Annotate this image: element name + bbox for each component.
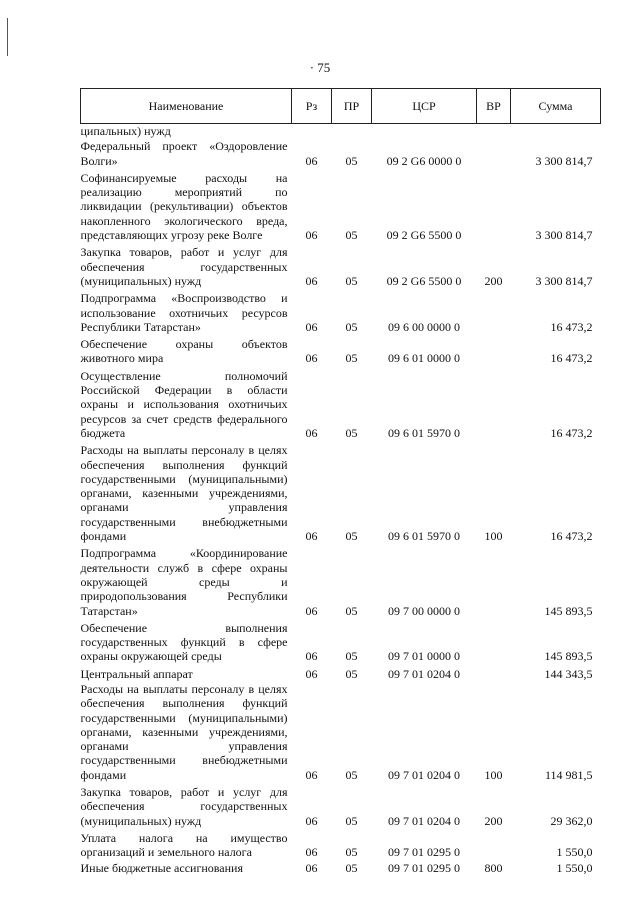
header-name: Наименование: [81, 89, 292, 124]
row-csr: 09 7 00 0000 0: [388, 603, 460, 618]
row-vr: [477, 546, 511, 620]
row-csr: 09 6 01 5970 0: [388, 529, 460, 544]
table-row: [81, 443, 601, 546]
header-rz: Рз: [292, 89, 332, 124]
table-row: [81, 831, 601, 861]
table-row: [81, 667, 601, 682]
header-csr: ЦСР: [372, 89, 477, 124]
table-row: [81, 785, 601, 831]
header-row: [81, 89, 601, 124]
row-sum: 114 981,5: [544, 767, 593, 782]
row-name: Закупка товаров, работ и услуг для обеспечения государственных (муниципальных) нужд: [80, 245, 288, 288]
row-vr: [477, 621, 511, 667]
row-sum: 3 300 814,7: [535, 153, 593, 168]
row-csr: 09 2 G6 5500 0: [386, 273, 462, 288]
row-pr: 05: [345, 351, 358, 366]
row-csr: 09 2 G6 5500 0: [386, 228, 462, 243]
row-sum: 144 343,5: [544, 666, 593, 681]
table-header: [81, 89, 601, 124]
row-rz: 06: [305, 529, 318, 544]
header-vr: ВР: [477, 89, 511, 124]
table-row: [81, 124, 601, 140]
row-csr: 09 6 01 0000 0: [388, 351, 460, 366]
row-name: Федеральный проект «Оздоровление Волги»: [80, 139, 288, 168]
row-vr: [477, 139, 511, 171]
row-rz: 06: [305, 228, 318, 243]
row-rz: 06: [305, 860, 318, 875]
row-rz: 06: [305, 603, 318, 618]
row-csr: 09 7 01 0295 0: [388, 845, 460, 860]
row-vr: [477, 124, 511, 140]
row-rz: 06: [305, 153, 318, 168]
row-name: Расходы на выплаты персоналу в целях обеспечения выполнения функций государственными (муниципальными) органами, казенными учреждениями, органами управления государственными внебюджетными фондами: [80, 681, 288, 782]
row-rz: 06: [305, 666, 318, 681]
row-rz: [292, 124, 332, 140]
row-sum: 16 473,2: [550, 529, 593, 544]
row-name: Подпрограмма «Воспроизводство и использование охотничьих ресурсов Республики Татарстан»: [80, 291, 288, 334]
row-name: Иные бюджетные ассигнования: [80, 860, 243, 875]
row-csr: 09 6 01 5970 0: [388, 425, 460, 440]
row-name: Расходы на выплаты персоналу в целях обеспечения выполнения функций государственными (муниципальными) органами, казенными учреждениями, органами управления государственными внебюджетными фондами: [80, 443, 288, 544]
table-row: [81, 337, 601, 369]
row-vr: 100: [484, 767, 503, 782]
row-pr: 05: [345, 603, 358, 618]
row-pr: 05: [345, 153, 358, 168]
row-sum: 16 473,2: [550, 351, 593, 366]
header-pr: ПР: [332, 89, 372, 124]
row-csr: 09 7 01 0000 0: [388, 649, 460, 664]
row-csr: 09 7 01 0204 0: [388, 666, 460, 681]
budget-table: [80, 88, 601, 878]
row-pr: 05: [345, 813, 358, 828]
row-csr: 09 7 01 0295 0: [388, 860, 460, 875]
row-rz: 06: [305, 649, 318, 664]
row-pr: 05: [345, 767, 358, 782]
row-vr: [477, 291, 511, 337]
row-pr: 05: [345, 228, 358, 243]
row-csr: 09 6 00 0000 0: [388, 319, 460, 334]
row-pr: 05: [345, 319, 358, 334]
row-pr: 05: [345, 649, 358, 664]
row-name: Уплата налога на имущество организаций и земельного налога: [80, 830, 288, 860]
row-name: Обеспечение выполнения государственных функций в сфере охраны окружающей среды: [80, 620, 288, 664]
row-name: ципальных) нужд: [80, 124, 171, 138]
row-rz: 06: [305, 351, 318, 366]
row-name: Обеспечение охраны объектов животного мира: [80, 337, 288, 366]
row-vr: 200: [484, 273, 503, 288]
row-name: Софинансируемые расходы на реализацию мероприятий по ликвидации (рекультивации) объектов накопленного экологического вреда, представляющих угрозу реке Волге: [80, 170, 288, 243]
table-row: [81, 245, 601, 291]
row-sum: 3 300 814,7: [535, 228, 593, 243]
table-row: [81, 369, 601, 443]
row-sum: 1 550,0: [556, 845, 593, 860]
row-name: Закупка товаров, работ и услуг для обеспечения государственных (муниципальных) нужд: [80, 785, 288, 828]
table-row: [81, 291, 601, 337]
row-sum: 145 893,5: [544, 603, 593, 618]
row-vr: [477, 369, 511, 443]
row-pr: 05: [345, 666, 358, 681]
row-sum: 1 550,0: [556, 860, 593, 875]
row-sum: 145 893,5: [544, 649, 593, 664]
row-csr: [372, 124, 477, 140]
row-vr: 800: [484, 860, 503, 875]
row-vr: [477, 831, 511, 861]
row-vr: [477, 337, 511, 369]
table-row: [81, 621, 601, 667]
row-name: Центральный аппарат: [80, 666, 193, 681]
row-rz: 06: [305, 319, 318, 334]
row-rz: 06: [305, 425, 318, 440]
row-vr: 200: [484, 813, 503, 828]
row-sum: 3 300 814,7: [535, 273, 593, 288]
row-sum: 16 473,2: [550, 319, 593, 334]
row-pr: 05: [345, 529, 358, 544]
row-sum: [511, 124, 601, 140]
row-name: Осуществление полномочий Российской Федерации в области охраны и использования охотничьих ресурсов за счет средств федерального бюджета: [80, 368, 288, 440]
row-csr: 09 7 01 0204 0: [388, 813, 460, 828]
table-body: [81, 124, 601, 878]
row-rz: 06: [305, 767, 318, 782]
row-vr: [477, 171, 511, 245]
table-row: [81, 682, 601, 785]
row-csr: 09 2 G6 0000 0: [386, 153, 462, 168]
page-number: · 75: [309, 60, 331, 75]
row-vr: [477, 667, 511, 682]
row-sum: 16 473,2: [550, 425, 593, 440]
row-pr: 05: [345, 845, 358, 860]
header-sum: Сумма: [511, 89, 601, 124]
row-pr: 05: [345, 860, 358, 875]
row-sum: 29 362,0: [550, 813, 593, 828]
row-pr: [332, 124, 372, 140]
table-row: [81, 861, 601, 878]
table-row: [81, 171, 601, 245]
table-row: [81, 139, 601, 171]
row-csr: 09 7 01 0204 0: [388, 767, 460, 782]
row-pr: 05: [345, 273, 358, 288]
row-rz: 06: [305, 273, 318, 288]
row-name: Подпрограмма «Координирование деятельности служб в сфере охраны окружающей среды и природопользования Республики Татарстан»: [80, 546, 288, 618]
row-vr: 100: [484, 529, 503, 544]
row-rz: 06: [305, 845, 318, 860]
row-rz: 06: [305, 813, 318, 828]
row-pr: 05: [345, 425, 358, 440]
scan-edge-mark: [7, 18, 8, 56]
table-row: [81, 546, 601, 620]
